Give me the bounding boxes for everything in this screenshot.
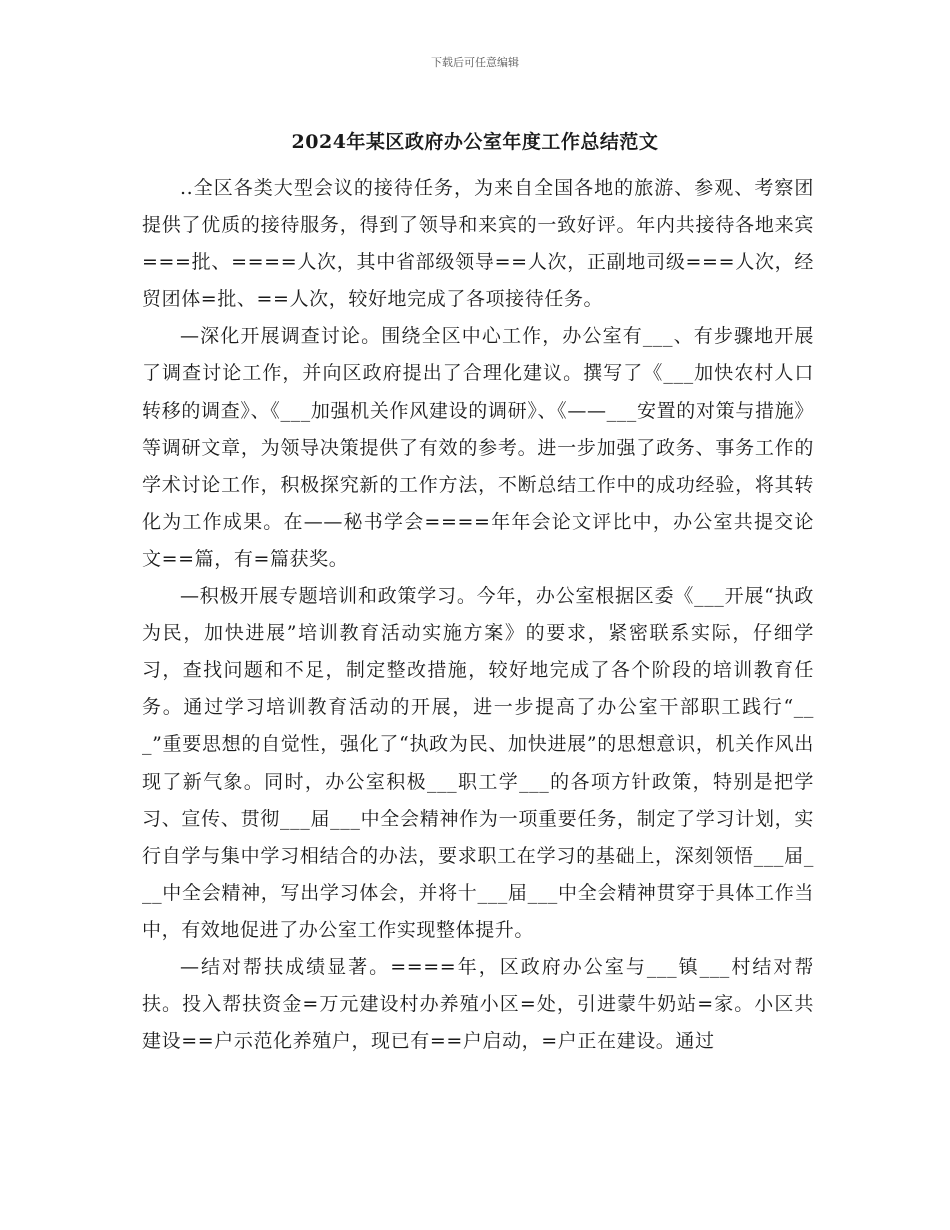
- document-body: [142, 170, 814, 1060]
- paragraph-assistance: —结对帮扶成绩显著。====年，区政府办公室与___镇___村结对帮扶。投入帮扶资金=万元建设村办养殖小区=处，引进蒙牛奶站=家。小区共建设==户示范化养殖户，现已有==户启动，=户正在建设。通过: [142, 955, 814, 1053]
- page-header-note: 下载后可任意编辑: [431, 56, 519, 69]
- paragraph-research: —深化开展调查讨论。围绕全区中心工作，办公室有___、有步骤地开展了调查讨论工作，并向区政府提出了合理化建议。撰写了《___加快农村人口转移的调查》、《___加强机关作风建设的调研》、《——___安置的对策与措施》等调研文章，为领导决策提供了有效的参考。进一步加强了政务、事务工作的学术讨论工作，积极探究新的工作方法，不断总结工作中的成功经验，将其转化为工作成果。在——秘书学会====年年会论文评比中，办公室共提交论文==篇，有=篇获奖。: [142, 325, 814, 570]
- document-title: 2024年某区政府办公室年度工作总结范文: [291, 131, 659, 153]
- paragraph-training: —积极开展专题培训和政策学习。今年，办公室根据区委《___开展“执政为民，加快进展”培训教育活动实施方案》的要求，紧密联系实际，仔细学习，查找问题和不足，制定整改措施，较好地完成了各个阶段的培训教育任务。通过学习培训教育活动的开展，进一步提高了办公室干部职工践行“___”重要思想的自觉性，强化了“执政为民、加快进展”的思想意识，机关作风出现了新气象。同时，办公室积极___职工学___的各项方针政策，特别是把学习、宣传、贯彻___届___中全会精神作为一项重要任务，制定了学习计划，实行自学与集中学习相结合的办法，要求职工在学习的基础上，深刻领悟___届___中全会精神，写出学习体会，并将十___届___中全会精神贯穿于具体工作当中，有效地促进了办公室工作实现整体提升。: [142, 585, 814, 941]
- paragraph-reception: ..全区各类大型会议的接待任务，为来自全国各地的旅游、参观、考察团提供了优质的接待服务，得到了领导和来宾的一致好评。年内共接待各地来宾===批、====人次，其中省部级领导==人次，正副地司级===人次，经贸团体=批、==人次，较好地完成了各项接待任务。: [142, 177, 814, 311]
